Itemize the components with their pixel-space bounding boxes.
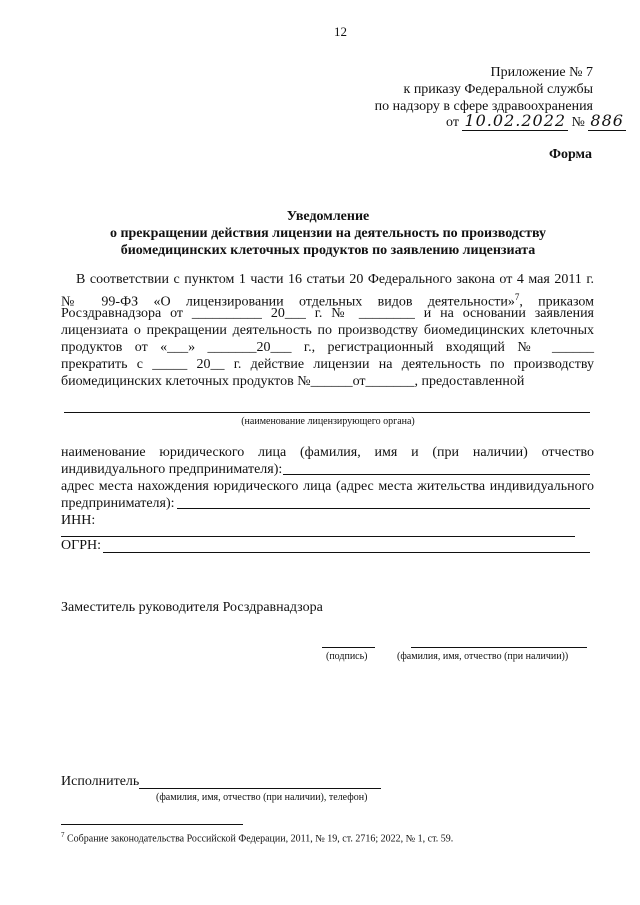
- order-reference: к приказу Федеральной службы: [403, 82, 593, 97]
- form-label: Форма: [548, 147, 592, 162]
- signatory-title: Заместитель руководителя Росздравнадзора: [61, 600, 323, 615]
- body-line-7: биомедицинских клеточных продуктов №______от_______, предоставленной: [61, 374, 525, 389]
- title-line-3: биомедицинских клеточных продуктов по заявлению лицензиата: [120, 243, 536, 258]
- body-line-2-text: № 99-ФЗ «О лицензировании отдельных видов деятельности»: [61, 294, 515, 310]
- legal-name-line-2: индивидуального предпринимателя):: [61, 462, 283, 477]
- body-line-1: В соответствии с пунктом 1 части 16 статьи 20 Федерального закона от 4 мая 2011 г.: [76, 272, 594, 287]
- executor-label: Исполнитель: [61, 774, 140, 789]
- footnote-separator: [61, 824, 243, 825]
- body-line-5: продуктов от «___» _______20___ г., регистрационный входящий № ______: [61, 340, 594, 355]
- appendix-label: Приложение № 7: [490, 65, 593, 80]
- signatory-name-caption: (фамилия, имя, отчество (при наличии)): [397, 651, 569, 662]
- ogrn-label: ОГРН:: [61, 538, 101, 553]
- legal-name-line-1: наименование юридического лица (фамилия, имя и (при наличии) отчество: [61, 445, 594, 460]
- title-line-2: о прекращении действия лицензии на деятельность по производству: [109, 226, 547, 241]
- order-number-handwritten: 886: [590, 111, 624, 130]
- title-line-1: Уведомление: [286, 209, 370, 224]
- inn-label: ИНН:: [61, 513, 96, 528]
- order-from-prefix: от: [446, 115, 459, 130]
- page-number: 12: [334, 24, 347, 39]
- executor-caption: (фамилия, имя, отчество (при наличии), телефон): [156, 792, 368, 803]
- address-line-2: предпринимателя):: [61, 496, 175, 511]
- footnote-reference: 7: [514, 292, 520, 302]
- address-line-1: адрес места нахождения юридического лица (адрес места жительства индивидуального: [61, 479, 594, 494]
- footnote: [61, 829, 453, 845]
- signature-line: [322, 647, 375, 648]
- licensing-body-caption: (наименование лицензирующего органа): [241, 416, 415, 427]
- signature-caption: (подпись): [326, 651, 368, 662]
- licensing-body-line: [64, 412, 590, 413]
- executor-fill-line: [139, 788, 381, 789]
- legal-name-fill-line: [283, 474, 590, 475]
- order-date-line: [446, 113, 626, 131]
- body-line-3: Росздравнадзора от __________ 20___ г. № ________ и на основании заявления: [61, 306, 594, 321]
- order-date-handwritten: 10.02.2022: [464, 111, 567, 130]
- footnote-text: Собрание законодательства Российской Федерации, 2011, № 19, ст. 2716; 2022, № 1, ст. 59.: [67, 833, 454, 845]
- ogrn-fill-line: [103, 552, 590, 553]
- signatory-name-line: [411, 647, 587, 648]
- agency-name: по надзору в сфере здравоохранения: [374, 99, 593, 114]
- footnote-mark: 7: [61, 831, 65, 839]
- body-line-4: лицензиата о прекращении деятельность по производству биомедицинских клеточных: [61, 323, 594, 338]
- order-number-prefix: №: [571, 115, 585, 130]
- address-fill-line: [177, 508, 590, 509]
- inn-fill-line: [61, 536, 575, 537]
- body-line-6: прекратить с _____ 20__ г. действие лицензии на деятельность по производству: [61, 357, 594, 372]
- body-line-2-tail: , приказом: [519, 294, 594, 310]
